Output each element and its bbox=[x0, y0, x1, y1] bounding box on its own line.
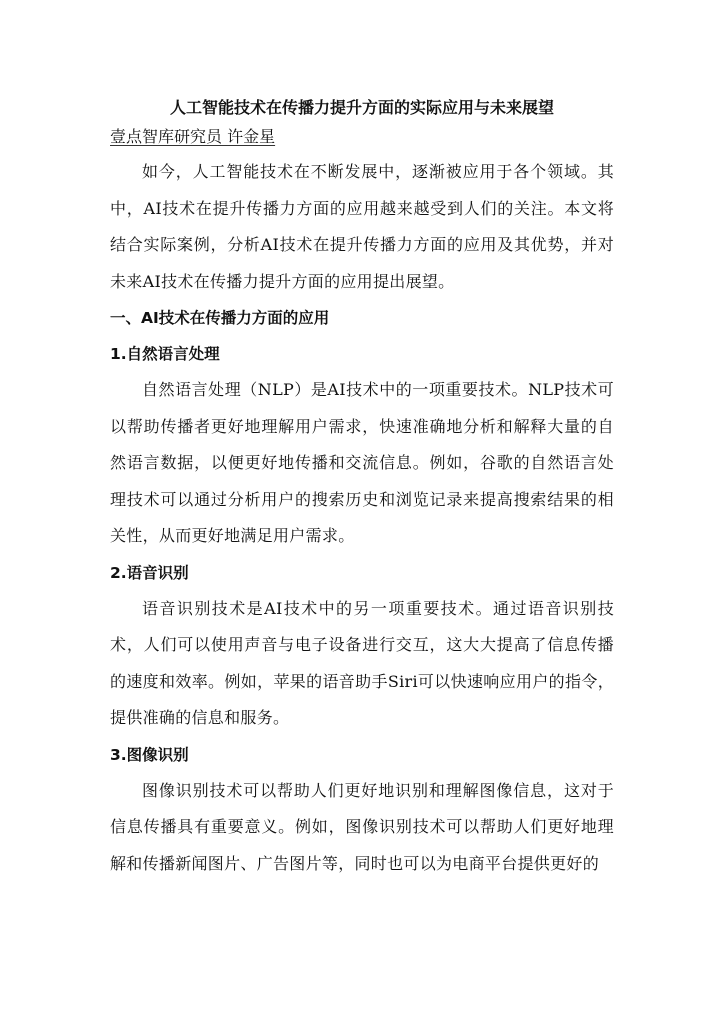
document-page bbox=[110, 94, 614, 882]
author-line: 壹点智库研究员 许金星 bbox=[110, 127, 276, 146]
document-title: 人工智能技术在传播力提升方面的实际应用与未来展望 bbox=[169, 98, 554, 117]
subsection-heading-speech: 2.语音识别 bbox=[110, 563, 189, 582]
intro-paragraph: 如今，人工智能技术在不断发展中，逐渐被应用于各个领域。其中，AI技术在提升传播力方面的应用越来越受到人们的关注。本文将结合实际案例，分析AI技术在提升传播力方面的应用及其优势，并对未来AI技术在传播力提升方面的应用提出展望。 bbox=[110, 162, 614, 291]
subsection-heading-image: 3.图像识别 bbox=[110, 745, 189, 764]
section-heading: 一、AI技术在传播力方面的应用 bbox=[110, 309, 330, 327]
nlp-paragraph: 自然语言处理（NLP）是AI技术中的一项重要技术。NLP技术可以帮助传播者更好地理解用户需求，快速准确地分析和解释大量的自然语言数据，以便更好地传播和交流信息。例如，谷歌的自然语言处理技术可以通过分析用户的搜索历史和浏览记录来提高搜索结果的相关性，从而更好地满足用户需求。 bbox=[110, 380, 614, 545]
image-recognition-paragraph: 图像识别技术可以帮助人们更好地识别和理解图像信息，这对于信息传播具有重要意义。例如，图像识别技术可以帮助人们更好地理解和传播新闻图片、广告图片等，同时也可以为电商平台提供更好的 bbox=[110, 780, 614, 873]
subsection-heading-nlp: 1.自然语言处理 bbox=[110, 345, 220, 363]
speech-paragraph: 语音识别技术是AI技术中的另一项重要技术。通过语音识别技术，人们可以使用声音与电子设备进行交互，这大大提高了信息传播的速度和效率。例如，苹果的语音助手Siri可以快速响应用户的指令，提供准确的信息和服务。 bbox=[110, 598, 614, 727]
